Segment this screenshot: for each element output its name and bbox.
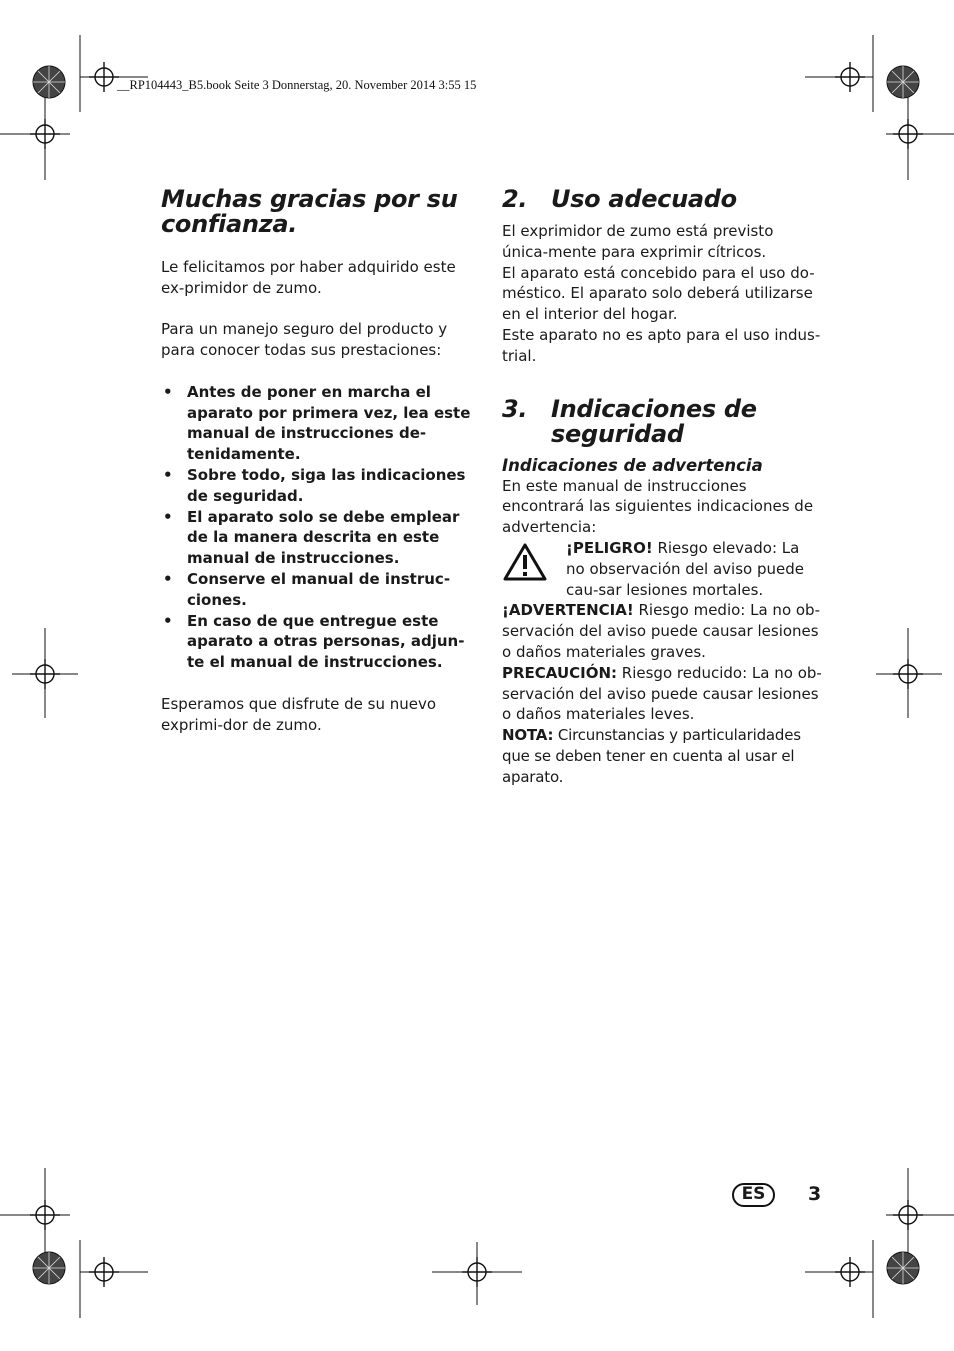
print-header: __RP104443_B5.book Seite 3 Donnerstag, 20. November 2014 3:55 15 [117,78,477,92]
instruction-list [161,382,481,673]
nota-label: NOTA: [502,726,554,745]
uso-paragraph-1: El exprimidor de zumo está previsto única-mente para exprimir cítricos. [502,222,774,261]
peligro-block [502,538,822,600]
section-title: Indicaciones de seguridad [551,394,757,448]
list-item: • Sobre todo, siga las indicaciones de seguridad. [161,465,481,507]
section-heading-uso [502,187,822,212]
section-number: 3. [502,394,528,423]
section-title: Uso adecuado [551,185,737,213]
peligro-label: ¡PELIGRO! [566,538,653,557]
uso-paragraph-3: Este aparato no es apto para el uso indus-trial. [502,325,821,365]
advertencia-label: ¡ADVERTENCIA! [502,601,634,620]
closing-paragraph: Esperamos que disfrute de su nuevo exprimi-dor de zumo. [161,694,437,734]
right-column [502,187,822,788]
precaucion-text: PRECAUCIÓN: Riesgo reducido: La no ob-servación del aviso puede causar lesiones o daños materiales leves. [502,663,822,724]
left-column [161,187,481,735]
warning-triangle-icon [502,538,566,600]
list-item: • En caso de que entregue este aparato a otras personas, adjun-te el manual de instrucciones. [161,611,481,673]
list-item: • Antes de poner en marcha el aparato por primera vez, lea este manual de instrucciones de-tenidamente. [161,382,481,465]
advertencia-text: ¡ADVERTENCIA! Riesgo medio: La no ob-servación del aviso puede causar lesiones o daños materiales graves. [502,601,820,661]
intro-paragraph: Le felicitamos por haber adquirido este ex-primidor de zumo. [161,258,456,297]
language-badge: ES [732,1183,775,1207]
section-heading-seguridad [502,394,822,448]
uso-paragraph-2: El aparato está concebido para el uso do-méstico. El aparato solo deberá utilizarse en el interior del hogar. [502,263,815,324]
page-title: Muchas gracias por su confianza. [161,185,458,238]
subheading: Indicaciones de advertencia [502,455,763,475]
section-number: 2. [502,185,528,213]
nota-text: NOTA: Circunstancias y particularidades que se deben tener en cuenta al usar el aparato. [502,726,801,786]
page-number: 3 [808,1183,822,1205]
peligro-text: ¡PELIGRO! Riesgo elevado: La no observación del aviso puede cau-sar lesiones mortales. [566,538,804,599]
intro-paragraph-2: Para un manejo seguro del producto y para conocer todas sus prestaciones: [161,320,448,360]
precaucion-label: PRECAUCIÓN: [502,663,618,682]
warnings-intro: En este manual de instrucciones encontrará las siguientes indicaciones de advertencia: [502,476,814,537]
list-item: • El aparato solo se debe emplear de la manera descrita en este manual de instrucciones. [161,507,481,569]
list-item: • Conserve el manual de instruc-ciones. [161,569,481,611]
